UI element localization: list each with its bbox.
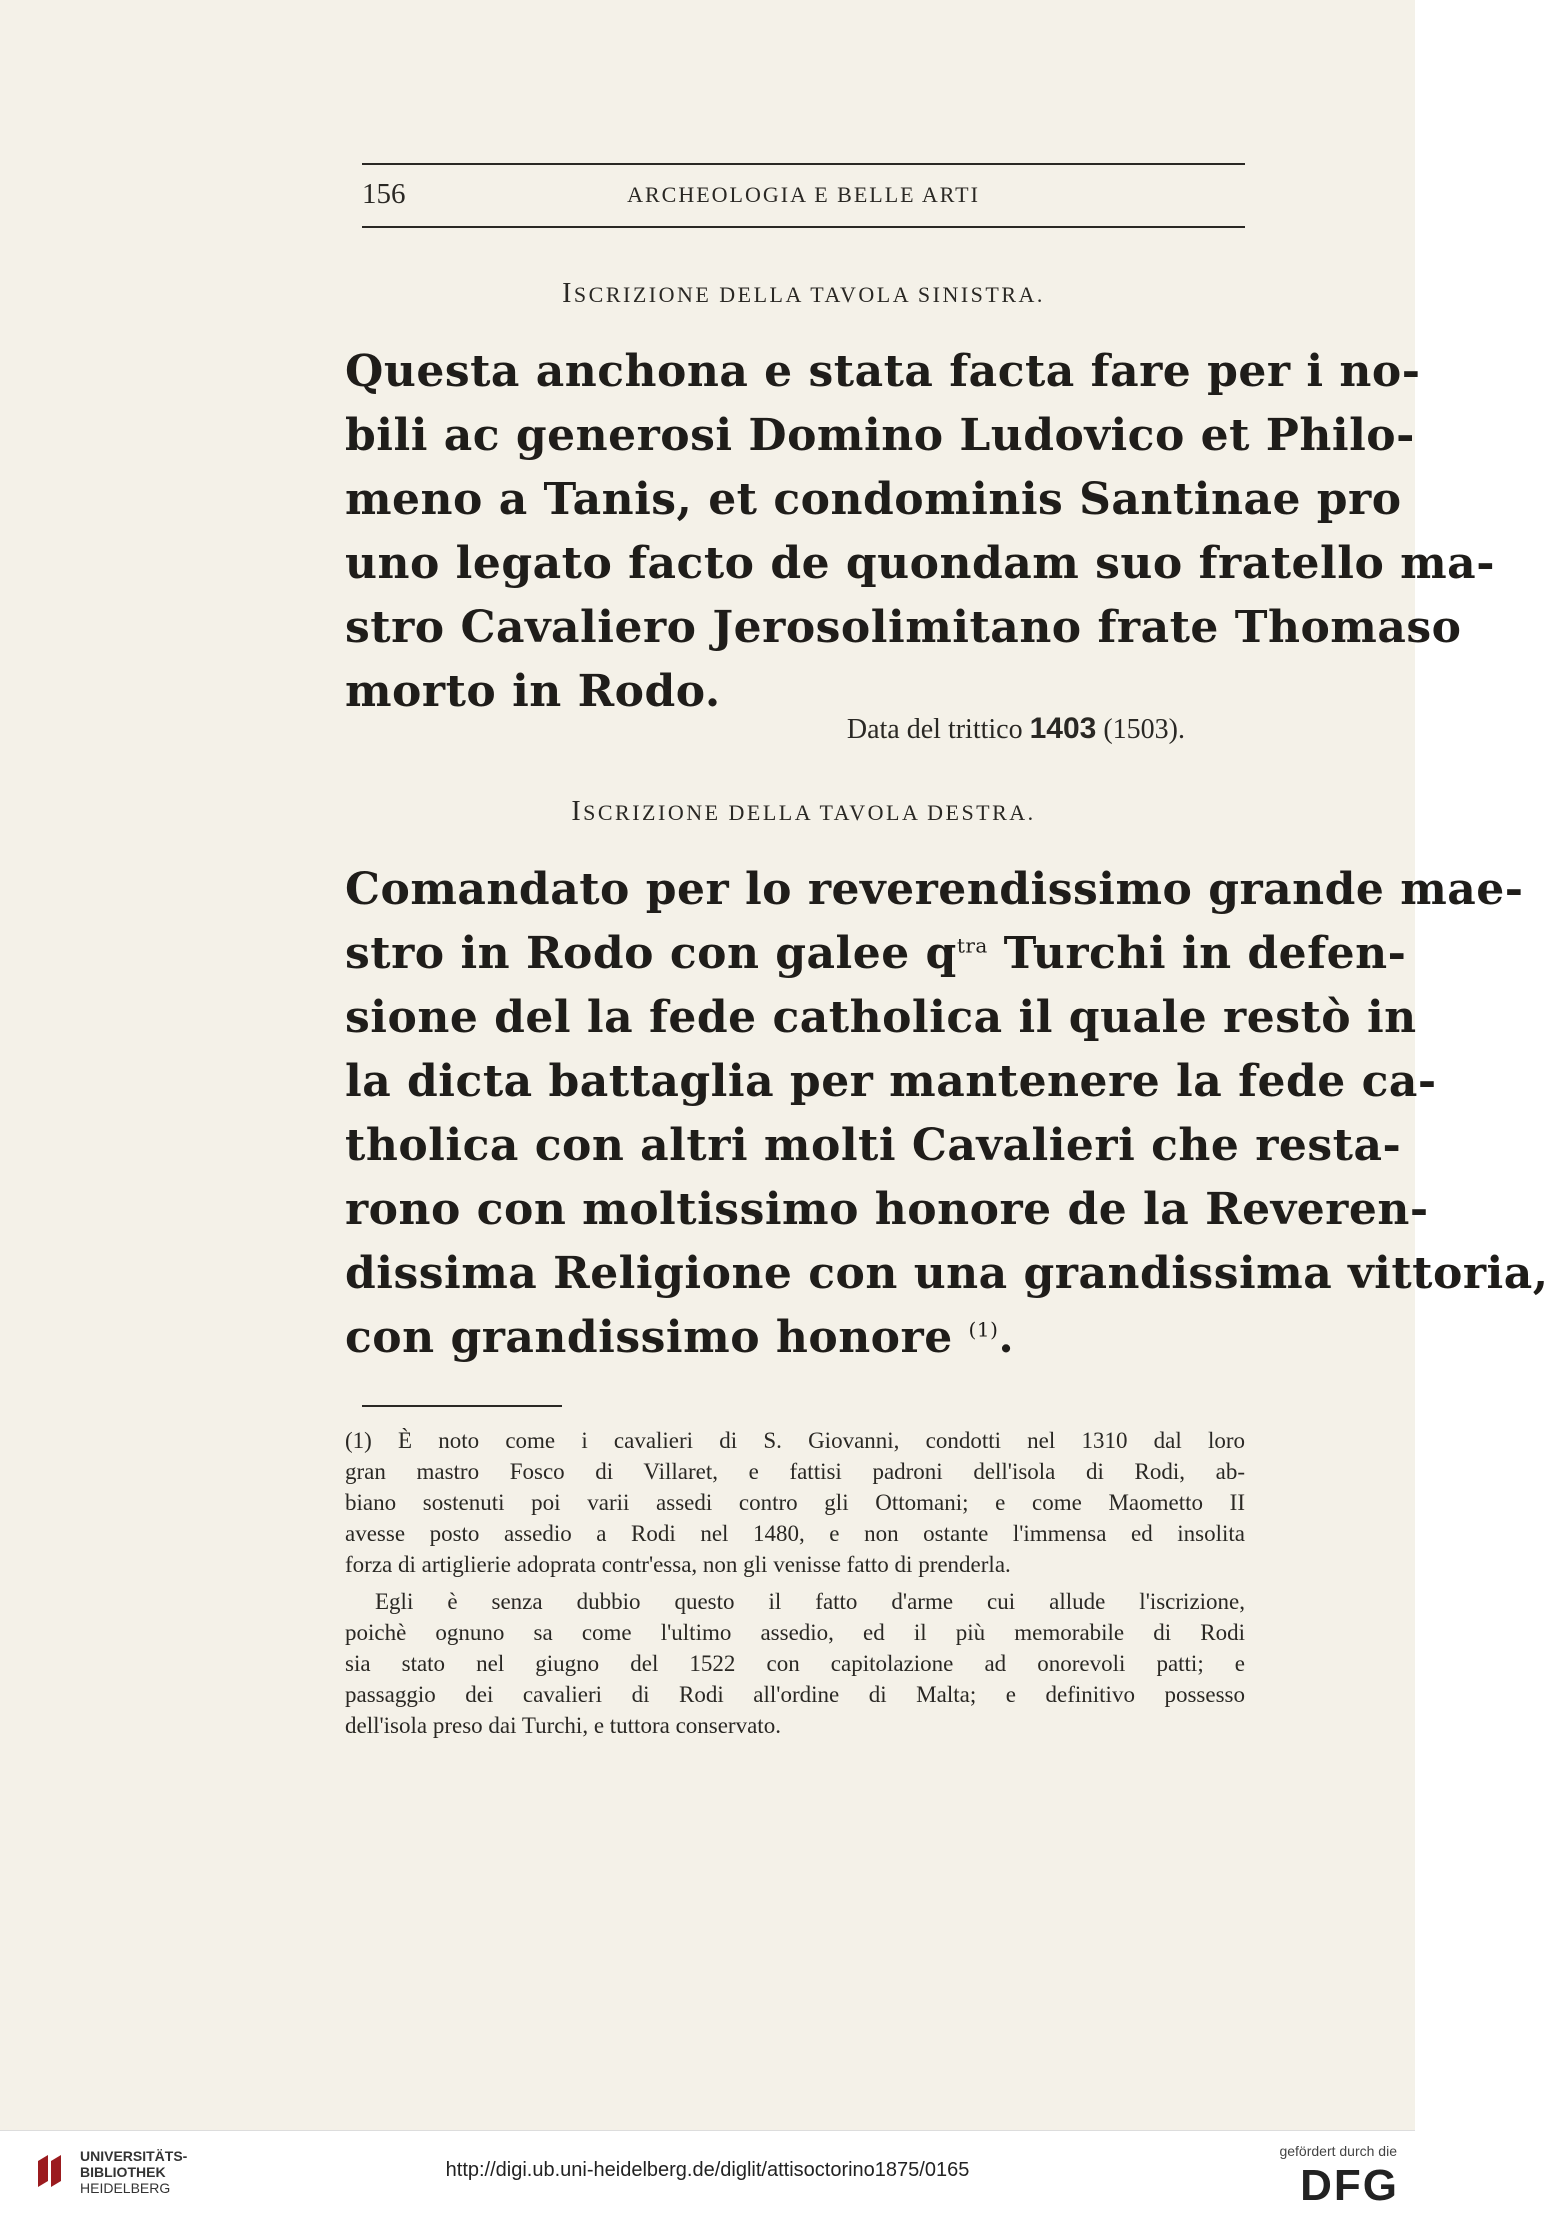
- inscription-line: Questa anchona e stata facta fare per i no-: [345, 346, 1421, 397]
- right-panel-heading: [362, 796, 1245, 828]
- footnote-2: [345, 1586, 1245, 1741]
- footnote-line: gran mastro Fosco di Villaret, e fattisi padroni dell'isola di Rodi, ab-: [345, 1459, 1245, 1484]
- library-line: BIBLIOTHEK: [80, 2164, 166, 2180]
- page-number: 156: [362, 178, 406, 210]
- running-title: ARCHEOLOGIA E BELLE ARTI: [627, 182, 980, 207]
- footnote-line: sia stato nel giugno del 1522 con capitolazione ad onorevoli patti; e: [345, 1651, 1245, 1676]
- triptych-date: [847, 712, 1185, 746]
- inscription-line: dissima Religione con una grandissima vittoria,: [345, 1248, 1549, 1299]
- inscription-line: sione del la fede catholica il quale restò in: [345, 992, 1417, 1043]
- footnote-line: dell'isola preso dai Turchi, e tuttora conservato.: [345, 1713, 781, 1738]
- left-inscription: [345, 340, 1495, 724]
- date-year-glyph: 1403: [1029, 712, 1097, 745]
- inscription-line: morto in Rodo.: [345, 666, 721, 717]
- inscription-line-end: .: [998, 1312, 1015, 1363]
- abbreviation-sup: tra: [956, 933, 988, 958]
- right-heading-cap: I: [571, 796, 584, 827]
- footnote-line: (1) È noto come i cavalieri di S. Giovanni, condotti nel 1310 dal loro: [345, 1428, 1245, 1453]
- footnote-line: forza di artiglierie adoprata contr'essa, non gli venisse fatto di prenderla.: [345, 1552, 1011, 1577]
- permalink-url[interactable]: http://digi.ub.uni-heidelberg.de/diglit/attisoctorino1875/0165: [445, 2159, 970, 2181]
- header-rule-top: [362, 163, 1245, 165]
- footnote-line: Egli è senza dubbio questo il fatto d'arme cui allude l'iscrizione,: [375, 1589, 1245, 1614]
- library-line: UNIVERSITÄTS-: [80, 2148, 188, 2164]
- right-inscription: [345, 858, 1549, 1370]
- funding-caption: gefördert durch die: [1279, 2143, 1397, 2159]
- inscription-line-end: Turchi in defen-: [987, 928, 1407, 979]
- inscription-line: [345, 1306, 1245, 1370]
- footnotes: [345, 1425, 1245, 1747]
- left-heading-cap: I: [562, 278, 574, 309]
- right-heading-rest: SCRIZIONE DELLA TAVOLA DESTRA.: [583, 800, 1036, 825]
- footnote-line: biano sostenuti poi varii assedi contro gli Ottomani; e come Maometto II: [345, 1490, 1245, 1515]
- library-line: HEIDELBERG: [80, 2180, 171, 2196]
- footnote-rule: [362, 1405, 562, 1407]
- inscription-line: rono con moltissimo honore de la Reveren-: [345, 1184, 1429, 1235]
- footnote-line: poichè ognuno sa come l'ultimo assedio, ed il più memorabile di Rodi: [345, 1620, 1245, 1645]
- inscription-line: meno a Tanis, et condominis Santinae pro: [345, 474, 1402, 525]
- viewer-footer: [0, 2130, 1415, 2219]
- date-label: Data del trittico: [846, 714, 1023, 745]
- footnote-ref: (1): [968, 1317, 999, 1342]
- header-rule-bottom: [362, 226, 1245, 228]
- inscription-line: Comandato per lo reverendissimo grande mae-: [345, 864, 1524, 915]
- left-panel-heading: [362, 278, 1245, 310]
- date-year: (1503).: [1103, 714, 1185, 745]
- inscription-line: la dicta battaglia per mantenere la fede ca-: [345, 1056, 1437, 1107]
- footnote-line: passaggio dei cavalieri di Rodi all'ordine di Malta; e definitivo possesso: [345, 1682, 1245, 1707]
- inscription-line: [345, 922, 1407, 986]
- inscription-line-start: stro in Rodo con galee q: [345, 928, 957, 979]
- footnote-line: avesse posto assedio a Rodi nel 1480, e non ostante l'immensa ed insolita: [345, 1521, 1245, 1546]
- inscription-line: bili ac generosi Domino Ludovico et Philo-: [345, 410, 1415, 461]
- inscription-line: uno legato facto de quondam suo fratello ma-: [345, 538, 1495, 589]
- footnote-1: [345, 1425, 1245, 1580]
- left-heading-rest: SCRIZIONE DELLA TAVOLA SINISTRA.: [573, 282, 1045, 307]
- inscription-line: stro Cavaliero Jerosolimitano frate Thomaso: [345, 602, 1462, 653]
- inscription-line-start: con grandissimo honore: [345, 1312, 953, 1363]
- dfg-logo: DFG: [1300, 2161, 1399, 2210]
- inscription-line: tholica con altri molti Cavalieri che resta-: [345, 1120, 1402, 1171]
